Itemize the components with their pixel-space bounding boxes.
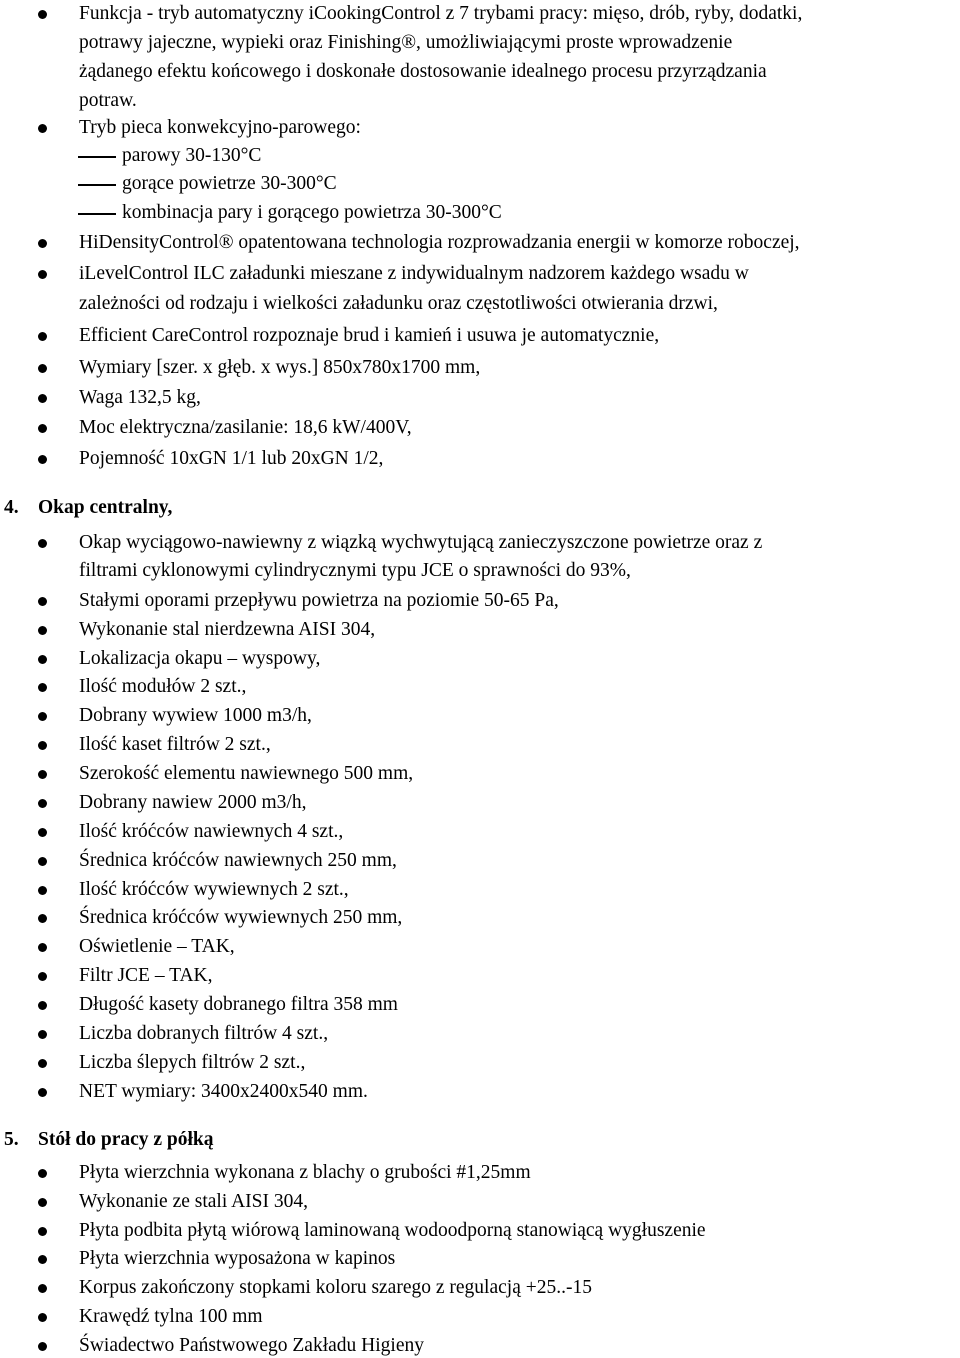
bullet-icon	[38, 770, 47, 779]
bullet-icon	[38, 124, 47, 133]
bullet-icon	[38, 10, 47, 19]
list-item-text: Płyta podbita płytą wiórową laminowaną wodoodporną stanowiącą wygłuszenie	[79, 1220, 706, 1241]
list-item-text: Wymiary [szer. x głęb. x wys.] 850x780x1700 mm,	[79, 357, 481, 378]
list-item-text: filtrami cyklonowymi cylindrycznymi typu JCE o sprawności do 93%,	[79, 560, 631, 581]
list-item-text: Płyta wierzchnia wykonana z blachy o grubości #1,25mm	[79, 1162, 531, 1183]
list-item-text: Ilość modułów 2 szt.,	[79, 676, 247, 697]
bullet-icon	[38, 1255, 47, 1264]
list-item-text: Funkcja - tryb automatyczny iCookingControl z 7 trybami pracy: mięso, drób, ryby, dodatki,	[79, 3, 803, 24]
bullet-icon	[38, 1313, 47, 1322]
list-item-text: Płyta wierzchnia wyposażona w kapinos	[79, 1248, 396, 1269]
list-item-text: Szerokość elementu nawiewnego 500 mm,	[79, 763, 414, 784]
list-item-text: Oświetlenie – TAK,	[79, 936, 235, 957]
bullet-icon	[38, 1030, 47, 1039]
bullet-icon	[38, 1059, 47, 1068]
list-item-text: Filtr JCE – TAK,	[79, 965, 213, 986]
list-item-text: Dobrany nawiew 2000 m3/h,	[79, 792, 307, 813]
list-item-text: Liczba ślepych filtrów 2 szt.,	[79, 1052, 306, 1073]
bullet-icon	[38, 1198, 47, 1207]
bullet-icon	[38, 1088, 47, 1097]
bullet-icon	[38, 655, 47, 664]
list-item-text: Liczba dobranych filtrów 4 szt.,	[79, 1023, 329, 1044]
bullet-icon	[38, 1001, 47, 1010]
list-item-text: Stałymi oporami przepływu powietrza na poziomie 50-65 Pa,	[79, 590, 559, 611]
list-item-text: potrawy jajeczne, wypieki oraz Finishing®, umożliwiającymi proste wprowadzenie	[79, 32, 733, 53]
list-item-text: Korpus zakończony stopkami koloru szarego z regulacją +25..-15	[79, 1277, 592, 1298]
list-item-text: Efficient CareControl rozpoznaje brud i kamień i usuwa je automatycznie,	[79, 325, 660, 346]
bullet-icon	[38, 364, 47, 373]
bullet-icon	[38, 886, 47, 895]
list-item-text: Lokalizacja okapu – wyspowy,	[79, 648, 321, 669]
bullet-icon	[38, 1342, 47, 1351]
bullet-icon	[38, 424, 47, 433]
list-item-text: Ilość kaset filtrów 2 szt.,	[79, 734, 271, 755]
bullet-icon	[38, 1227, 47, 1236]
list-item-text: Średnica króćców nawiewnych 250 mm,	[79, 850, 397, 871]
bullet-icon	[38, 239, 47, 248]
bullet-icon	[38, 1169, 47, 1178]
list-item-text: Świadectwo Państwowego Zakładu Higieny	[79, 1335, 424, 1356]
bullet-icon	[38, 914, 47, 923]
list-item-text: Krawędź tylna 100 mm	[79, 1306, 263, 1327]
list-item-text: Moc elektryczna/zasilanie: 18,6 kW/400V,	[79, 417, 412, 438]
dash-marker	[78, 184, 116, 186]
bullet-icon	[38, 799, 47, 808]
bullet-icon	[38, 943, 47, 952]
mode-item-text: gorące powietrze 30-300°C	[122, 173, 337, 194]
dash-marker	[78, 156, 116, 158]
list-item-text: Długość kasety dobranego filtra 358 mm	[79, 994, 398, 1015]
dash-marker	[78, 213, 116, 215]
list-item-text: Tryb pieca konwekcyjno-parowego:	[79, 117, 361, 138]
list-item-text: Okap wyciągowo-nawiewny z wiązką wychwytującą zanieczyszczone powietrze oraz z	[79, 532, 763, 553]
bullet-icon	[38, 828, 47, 837]
list-item-text: Ilość króćców wywiewnych 2 szt.,	[79, 879, 349, 900]
bullet-icon	[38, 683, 47, 692]
list-item-text: zależności od rodzaju i wielkości załadunku oraz częstotliwości otwierania drzwi,	[79, 293, 718, 314]
bullet-icon	[38, 712, 47, 721]
list-item-text: Średnica króćców wywiewnych 250 mm,	[79, 907, 403, 928]
list-item-text: Dobrany wywiew 1000 m3/h,	[79, 705, 312, 726]
bullet-icon	[38, 972, 47, 981]
list-item-text: NET wymiary: 3400x2400x540 mm.	[79, 1081, 368, 1102]
list-item-text: HiDensityControl® opatentowana technologia rozprowadzania energii w komorze roboczej,	[79, 232, 800, 253]
bullet-icon	[38, 455, 47, 464]
section-title: Okap centralny,	[38, 497, 173, 518]
list-item-text: potraw.	[79, 90, 137, 111]
mode-item-text: parowy 30-130°C	[122, 145, 262, 166]
list-item-text: Ilość króćców nawiewnych 4 szt.,	[79, 821, 344, 842]
section-number: 4.	[4, 497, 19, 518]
bullet-icon	[38, 597, 47, 606]
list-item-text: Wykonanie stal nierdzewna AISI 304,	[79, 619, 376, 640]
list-item-text: Wykonanie ze stali AISI 304,	[79, 1191, 308, 1212]
section-number: 5.	[4, 1129, 19, 1150]
list-item-text: żądanego efektu końcowego i doskonałe dostosowanie idealnego procesu przyrządzania	[79, 61, 767, 82]
bullet-icon	[38, 1284, 47, 1293]
bullet-icon	[38, 539, 47, 548]
list-item-text: Pojemność 10xGN 1/1 lub 20xGN 1/2,	[79, 448, 384, 469]
bullet-icon	[38, 741, 47, 750]
list-item-text: iLevelControl ILC załadunki mieszane z indywidualnym nadzorem każdego wsadu w	[79, 263, 749, 284]
list-item-text: Waga 132,5 kg,	[79, 387, 201, 408]
section-title: Stół do pracy z półką	[38, 1129, 214, 1150]
mode-item-text: kombinacja pary i gorącego powietrza 30-300°C	[122, 202, 502, 223]
bullet-icon	[38, 857, 47, 866]
bullet-icon	[38, 332, 47, 341]
bullet-icon	[38, 626, 47, 635]
bullet-icon	[38, 394, 47, 403]
bullet-icon	[38, 270, 47, 279]
